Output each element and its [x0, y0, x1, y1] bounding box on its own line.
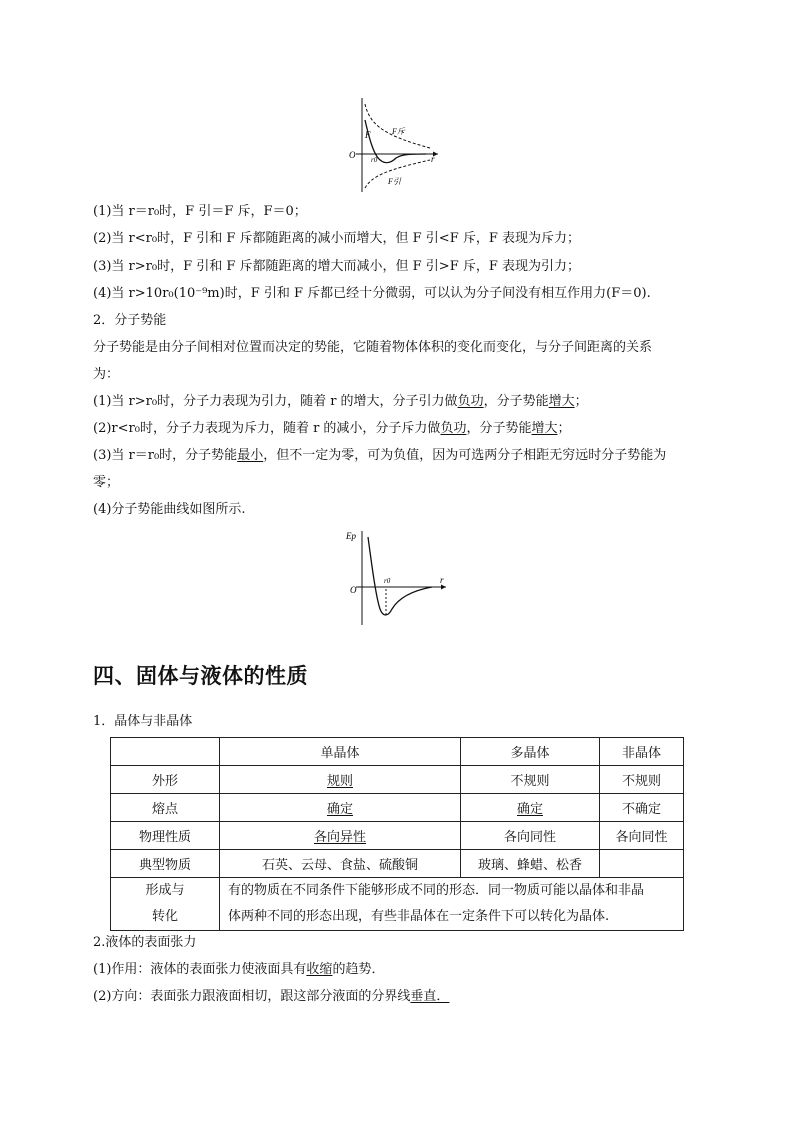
table-header-cell: 单晶体: [220, 738, 461, 766]
table-cell: 不规则: [461, 766, 600, 794]
potential-item-1: [93, 393, 588, 411]
potential-item-4: (4)分子势能曲线如图所示.: [93, 502, 246, 517]
surface-tension-item-2: [93, 988, 449, 1006]
formation-desc-1: 有的物质在不同条件下能够形成不同的形态．同一物质可能以晶体和非晶: [228, 883, 645, 898]
section-title-potential-energy: 2．分子势能: [93, 313, 167, 328]
potential-energy-intro-1: 分子势能是由分子间相对位置而决定的势能，它随着物体体积的变化而变化，与分子间距离的关系: [93, 340, 653, 355]
formation-label-2: 转化: [151, 909, 178, 924]
table-row: [111, 794, 684, 822]
potential-item-1-answer-1: 负功: [457, 394, 484, 409]
table-answer: 各向异性: [313, 830, 366, 845]
table-answer: 确定: [326, 802, 353, 817]
force-origin-label: O: [349, 150, 356, 160]
potential-energy-figure: [342, 527, 454, 627]
surface-tension-subtitle: 2.液体的表面张力: [93, 935, 197, 950]
potential-item-2-answer-2: 增大: [531, 421, 558, 436]
force-attractive-label: F引: [388, 177, 401, 186]
ep-r0-label: r0: [384, 577, 391, 585]
table-cell: 玻璃、蜂蜡、松香: [461, 850, 600, 878]
potential-item-1-text-c: ；: [574, 394, 588, 409]
table-cell: 各向同性: [461, 822, 600, 850]
ep-origin-label: O: [350, 585, 357, 595]
potential-item-2-text-b: ，分子势能: [466, 421, 532, 436]
table-header-cell: 非晶体: [600, 738, 684, 766]
potential-item-1-text-a: (1)当 r>r₀时，分子力表现为引力，随着 r 的增大，分子引力做: [93, 394, 458, 409]
formation-desc-2: 体两种不同的形态出现，有些非晶体在一定条件下可以转化为晶体.: [228, 909, 610, 924]
table-row: [111, 878, 684, 931]
table-answer: 规则: [326, 774, 353, 789]
table-cell: 外形: [111, 766, 220, 794]
table-row: [111, 766, 684, 794]
table-cell: 各向同性: [600, 822, 684, 850]
potential-item-1-text-b: ，分子势能: [483, 394, 549, 409]
table-header-cell: [111, 738, 220, 766]
surface-tension-answer-2: 垂直．: [410, 989, 450, 1004]
table-cell: [220, 878, 684, 931]
force-f-label: F: [365, 130, 371, 140]
table-cell: 不确定: [600, 794, 684, 822]
force-item-3: (3)当 r>r₀时，F 引和 F 斥都随距离的增大而减小，但 F 引>F 斥，F 表现为引力；: [93, 259, 580, 274]
table-cell: 不规则: [600, 766, 684, 794]
table-cell: [220, 794, 461, 822]
force-item-1: (1)当 r＝r₀时，F 引＝F 斥，F＝0；: [93, 204, 307, 219]
surface-tension-answer-1: 收缩: [306, 962, 333, 977]
potential-item-3-text-a: (3)当 r＝r₀时，分子势能: [93, 448, 238, 463]
potential-item-3-text-b: ，但不一定为零，可为负值，因为可选两分子相距无穷远时分子势能为: [263, 448, 667, 463]
potential-item-3-continued: 零；: [93, 475, 120, 490]
potential-item-2-text-a: (2)r<r₀时，分子力表现为斥力，随着 r 的减小，分子斥力做: [93, 421, 441, 436]
repulsive-force-curve: [365, 104, 430, 148]
ep-x-arrow: [441, 585, 446, 590]
molecular-force-figure: [346, 96, 446, 194]
ep-axis-label: Ep: [346, 531, 356, 541]
table-cell: [220, 822, 461, 850]
surface-tension-item-1: [93, 961, 384, 979]
potential-item-3-answer: 最小: [237, 448, 264, 463]
potential-item-2: [93, 420, 571, 438]
section-heading-solids-liquids: 四、固体与液体的性质: [93, 664, 308, 688]
potential-item-3: [93, 447, 666, 465]
table-cell: [220, 766, 461, 794]
table-cell: 典型物质: [111, 850, 220, 878]
table-row: [111, 850, 684, 878]
table-cell: [111, 878, 220, 931]
crystal-properties-table: [110, 737, 684, 931]
force-repulsive-label: F斥: [392, 127, 405, 136]
force-item-4: (4)当 r>10r₀(10⁻⁹m)时，F 引和 F 斥都已经十分微弱，可以认为分子间没有相互作用力(F＝0).: [93, 286, 651, 301]
formation-label-1: 形成与: [145, 883, 185, 898]
potential-item-2-answer-1: 负功: [440, 421, 467, 436]
surface-tension-item-2-text-a: (2)方向：表面张力跟液面相切，跟这部分液面的分界线: [93, 989, 411, 1004]
potential-energy-intro-2: 为：: [93, 367, 120, 382]
potential-item-1-answer-2: 增大: [548, 394, 575, 409]
table-row: [111, 738, 684, 766]
table-header-cell: 多晶体: [461, 738, 600, 766]
force-r0-label: r0: [371, 156, 378, 164]
table-cell: [600, 850, 684, 878]
table-answer: 确定: [516, 802, 543, 817]
potential-energy-curve: [368, 537, 432, 615]
crystal-subtitle: 1．晶体与非晶体: [93, 714, 193, 729]
table-cell: 物理性质: [111, 822, 220, 850]
table-cell: [461, 794, 600, 822]
force-item-2: (2)当 r<r₀时，F 引和 F 斥都随距离的减小而增大，但 F 引<F 斥，F 表现为斥力；: [93, 231, 580, 246]
ep-r-label: r: [440, 575, 444, 585]
force-r-label: r: [431, 154, 435, 164]
potential-item-2-text-c: ；: [557, 421, 571, 436]
table-row: [111, 822, 684, 850]
table-cell: 熔点: [111, 794, 220, 822]
table-cell: 石英、云母、食盐、硫酸铜: [220, 850, 461, 878]
surface-tension-item-1-text-a: (1)作用：液体的表面张力使液面具有: [93, 962, 307, 977]
surface-tension-item-1-text-b: 的趋势．: [332, 962, 385, 977]
